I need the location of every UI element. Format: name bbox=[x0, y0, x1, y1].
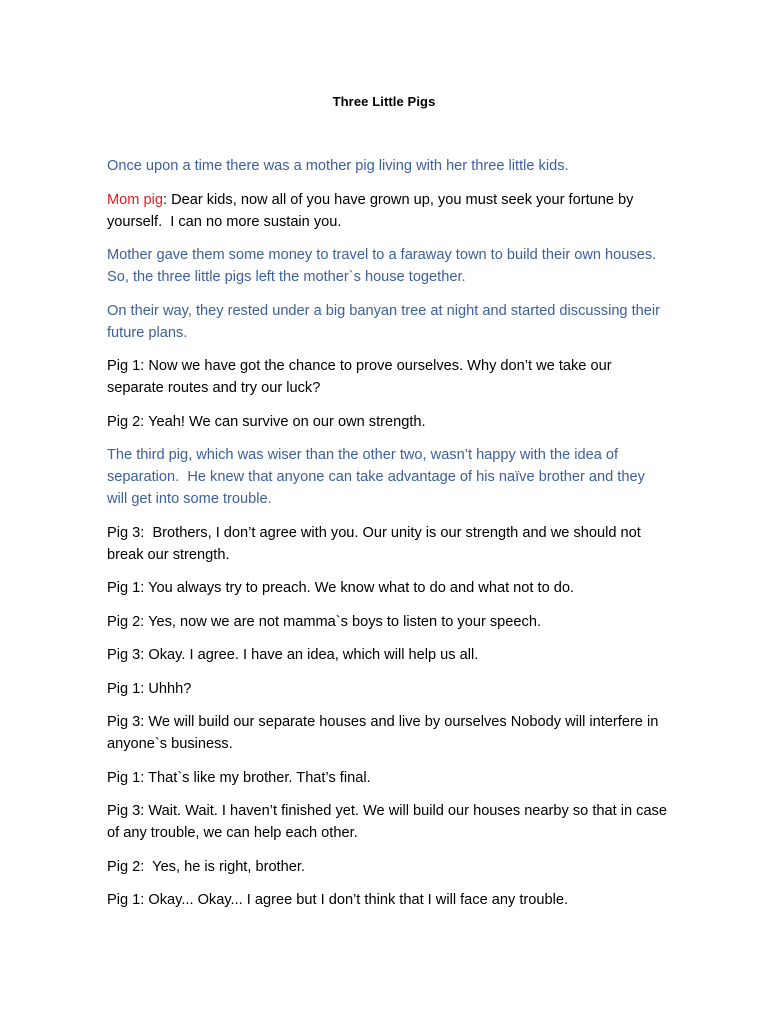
document-body bbox=[107, 155, 672, 923]
narration-paragraph bbox=[107, 155, 667, 177]
speaker-label: Pig 1 bbox=[107, 680, 141, 697]
dialogue-text: Brothers, I don’t agree with you. Our unity is our strength and we should not break our strength. bbox=[107, 524, 645, 563]
dialogue-text: Yes, now we are not mamma`s boys to listen to your speech. bbox=[148, 613, 541, 630]
speaker-label: Pig 1 bbox=[107, 769, 141, 786]
speaker-separator: : bbox=[140, 892, 149, 908]
speaker-label: Pig 2 bbox=[107, 858, 141, 875]
speaker-separator: : bbox=[162, 191, 172, 208]
dialogue-text: Okay. I agree. I have an idea, which will help us all. bbox=[148, 647, 479, 663]
dialogue-paragraph bbox=[107, 856, 667, 878]
speaker-label: Mom pig bbox=[107, 191, 163, 208]
dialogue-paragraph bbox=[107, 355, 667, 399]
speaker-label: Pig 1 bbox=[107, 580, 141, 596]
narration-paragraph bbox=[107, 244, 667, 288]
speaker-label: Pig 3 bbox=[107, 647, 141, 663]
speaker-separator: : bbox=[140, 358, 149, 374]
narration-paragraph bbox=[107, 444, 667, 510]
speaker-separator: : bbox=[140, 680, 149, 697]
speaker-separator: : bbox=[140, 769, 149, 786]
narration-text: The third pig, which was wiser than the other two, wasn’t happy with the idea of separation. He knew that anyone can take advantage of his naïve brother and they will get into some trouble. bbox=[107, 447, 649, 507]
narration-text: On their way, they rested under a big banyan tree at night and started discussing their future plans. bbox=[107, 302, 665, 341]
dialogue-text: You always try to preach. We know what to do and what not to do. bbox=[148, 580, 575, 596]
dialogue-paragraph bbox=[107, 800, 672, 844]
speaker-label: Pig 3 bbox=[107, 803, 141, 819]
dialogue-paragraph bbox=[107, 644, 667, 666]
narration-paragraph bbox=[107, 300, 667, 344]
speaker-separator: : bbox=[140, 580, 149, 596]
dialogue-paragraph bbox=[107, 678, 667, 700]
dialogue-paragraph bbox=[107, 711, 667, 755]
dialogue-paragraph bbox=[107, 522, 667, 566]
dialogue-text: Dear kids, now all of you have grown up, you must seek your fortune by yourself. I can no more sustain you. bbox=[107, 191, 638, 230]
speaker-label: Pig 1 bbox=[107, 358, 141, 374]
document-title: Three Little Pigs bbox=[332, 94, 436, 109]
dialogue-paragraph bbox=[107, 611, 667, 633]
dialogue-text: Now we have got the chance to prove ourselves. Why don’t we take our separate routes and try our luck? bbox=[107, 358, 616, 396]
dialogue-text: We will build our separate houses and live by ourselves Nobody will interfere in anyone`s business. bbox=[107, 714, 663, 752]
speaker-label: Pig 2 bbox=[107, 413, 141, 430]
dialogue-paragraph bbox=[107, 577, 667, 599]
speaker-label: Pig 2 bbox=[107, 613, 141, 630]
dialogue-paragraph bbox=[107, 889, 667, 911]
dialogue-paragraph bbox=[107, 411, 667, 433]
dialogue-text: Wait. Wait. I haven’t finished yet. We will build our houses nearby so that in case of any trouble, we can help each other. bbox=[107, 803, 672, 841]
speaker-separator: : bbox=[140, 524, 153, 541]
speaker-separator: : bbox=[140, 858, 153, 875]
dialogue-text: Yeah! We can survive on our own strength. bbox=[148, 413, 426, 430]
speaker-separator: : bbox=[140, 803, 149, 819]
speaker-separator: : bbox=[140, 714, 149, 730]
narration-text: Mother gave them some money to travel to a faraway town to build their own houses. So, the three little pigs left the mother`s house together. bbox=[107, 247, 665, 285]
dialogue-text: Yes, he is right, brother. bbox=[152, 858, 305, 875]
speaker-label: Pig 1 bbox=[107, 892, 141, 908]
dialogue-text: Okay... Okay... I agree but I don’t think that I will face any trouble. bbox=[148, 892, 569, 908]
narration-text: Once upon a time there was a mother pig living with her three little kids. bbox=[107, 158, 569, 174]
speaker-separator: : bbox=[140, 413, 149, 430]
speaker-label: Pig 3 bbox=[107, 524, 141, 541]
speaker-label: Pig 3 bbox=[107, 714, 141, 730]
dialogue-text: Uhhh? bbox=[148, 680, 192, 697]
dialogue-text: That`s like my brother. That’s final. bbox=[148, 769, 371, 786]
dialogue-paragraph bbox=[107, 767, 667, 789]
speaker-separator: : bbox=[140, 647, 149, 663]
speaker-separator: : bbox=[140, 613, 149, 630]
dialogue-paragraph bbox=[107, 189, 667, 233]
